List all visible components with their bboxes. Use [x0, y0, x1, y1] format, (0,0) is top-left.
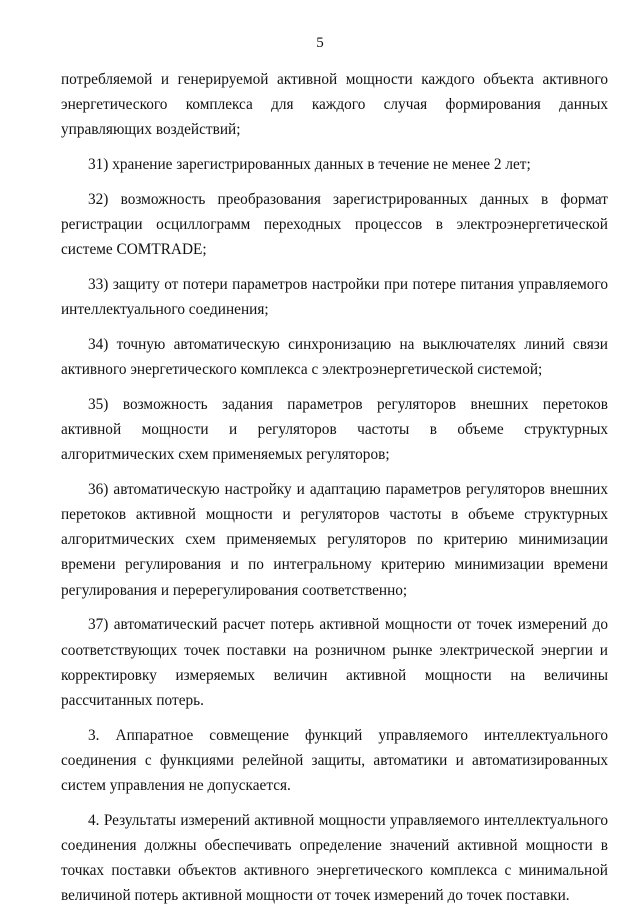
document-body — [61, 67, 608, 918]
list-item-31: 31) хранение зарегистрированных данных в течение не менее 2 лет; — [88, 156, 531, 174]
list-item-35: 35) возможность задания параметров регуляторов внешних перетоков активной мощности и регуляторов частоты в объеме структурных алгоритмических схем применяемых регуляторов; — [61, 395, 608, 464]
page-number: 5 — [316, 35, 324, 51]
list-item-32: 32) возможность преобразования зарегистрированных данных в формат регистрации осциллограмм переходных процессов в электроэнергетической системе COMTRADE; — [61, 190, 608, 259]
list-item-33: 33) защиту от потери параметров настройки при потере питания управляемого интеллектуального соединения; — [61, 275, 608, 319]
list-item-34: 34) точную автоматическую синхронизацию на выключателях линий связи активного энергетического комплекса с электроэнергетической системой; — [61, 335, 608, 379]
clause-3: 3. Аппаратное совмещение функций управляемого интеллектуального соединения с функциями релейной защиты, автоматики и автоматизированных систем управления не допускается. — [61, 726, 608, 795]
list-item-37: 37) автоматический расчет потерь активной мощности от точек измерений до соответствующих точек поставки на розничном рынке электрической энергии и корректировку измеряемых величин активной мощности на величины рассчитанных потерь. — [61, 616, 608, 709]
clause-4: 4. Результаты измерений активной мощности управляемого интеллектуального соединения должны обеспечивать определение значений активной мощности в точках поставки объектов активного энергетического комплекса с минимальной величиной потерь активной мощности от точек измерений до точек поставки. — [61, 811, 608, 905]
list-item-36: 36) автоматическую настройку и адаптацию параметров регуляторов внешних перетоков активной мощности и регуляторов частоты в объеме структурных алгоритмических схем применяемых регуляторов по критерию минимизации времени регулирования и по интегральному критерию минимизации времени регулирования и перерегулирования соответственно; — [61, 480, 608, 599]
paragraph-continuation: потребляемой и генерируемой активной мощности каждого объекта активного энергетического комплекса для каждого случая формирования данных управляющих воздействий; — [61, 71, 608, 139]
